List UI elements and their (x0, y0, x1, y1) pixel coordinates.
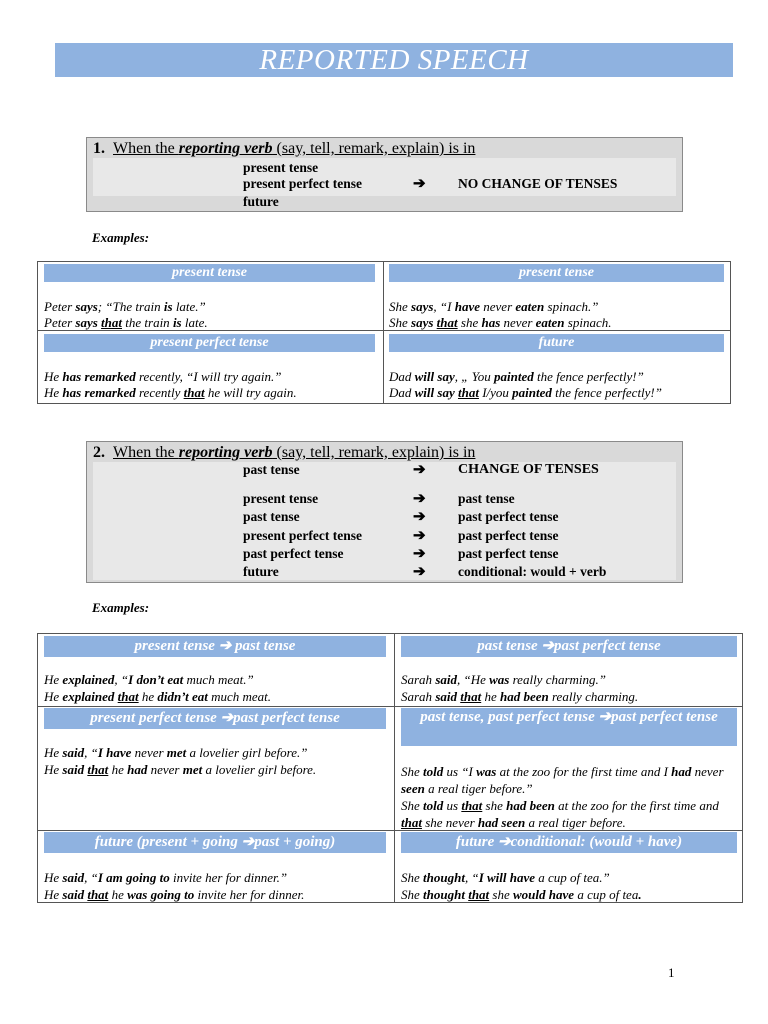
example-line: She says, “I have never eaten spinach.” (389, 299, 599, 314)
examples-table-2 (37, 633, 743, 903)
rule-1-box (86, 137, 683, 212)
arrow-icon: ➔ (413, 546, 426, 562)
band-future: future (389, 334, 724, 352)
example-line: She thought, “I will have a cup of tea.” (401, 870, 610, 885)
heading-verb: reporting verb (178, 140, 273, 157)
band-future-conditional: future ➔conditional: (would + have) (401, 832, 737, 853)
tense-present: present tense (243, 160, 319, 175)
band-present-perfect-tense: present perfect tense (44, 334, 375, 352)
rule-2-heading (93, 444, 475, 462)
example-line: Dad will say that I/you painted the fence perfectly!” (389, 385, 662, 400)
no-change-result: NO CHANGE OF TENSES (458, 176, 618, 191)
examples-label: Examples: (92, 600, 150, 615)
example-line: He said that he was going to invite her for dinner. (44, 887, 305, 902)
heading-text: (say, tell, remark, explain) is in (272, 140, 476, 157)
arrow-icon: ➔ (498, 834, 511, 850)
shift-from: present tense (243, 491, 319, 506)
band-present-tense: present tense (44, 264, 375, 282)
shift-to: past perfect tense (458, 528, 559, 543)
shift-to: conditional: would + verb (458, 564, 607, 579)
examples-label: Examples: (92, 230, 150, 245)
shift-to: past perfect tense (458, 509, 559, 524)
shift-to: past tense (458, 491, 515, 506)
examples-table-1 (37, 261, 731, 404)
arrow-icon: ➔ (413, 528, 426, 544)
example-line: He has remarked recently that he will try again. (44, 385, 297, 400)
example-paragraph: She told us “I was at the zoo for the first time and I had never seen a real tiger before.” (401, 764, 724, 796)
band-present-tense: present tense (389, 264, 724, 282)
rule-number: 2. (93, 444, 105, 461)
example-line: Sarah said, “He was really charming.” (401, 672, 607, 687)
arrow-icon: ➔ (218, 638, 232, 654)
example-line: She says that she has never eaten spinach. (389, 315, 612, 330)
example-line: He said that he had never met a lovelier girl before. (44, 762, 317, 777)
example-line: Peter says; “The train is late.” (44, 299, 206, 314)
arrow-icon: ➔ (541, 638, 555, 654)
tense-present-perfect: present perfect tense (243, 176, 362, 191)
example-line: He explained, “I don’t eat much meat.” (44, 672, 254, 687)
heading-text: (say, tell, remark, explain) is in (272, 444, 476, 461)
band-future-going: future (present + going ➔past + going) (44, 832, 386, 853)
example-line: He said, “I am going to invite her for dinner.” (44, 870, 288, 885)
shift-from: present perfect tense (243, 528, 362, 543)
band-present-perfect-to-past-perfect: present perfect tense ➔past perfect tense (44, 708, 386, 729)
heading-text: When the (113, 444, 179, 461)
page-title: REPORTED SPEECH (55, 43, 733, 77)
example-line: Sarah said that he had been really charming. (401, 689, 639, 704)
arrow-icon: ➔ (413, 564, 426, 580)
heading-verb: reporting verb (178, 444, 273, 461)
example-paragraph: She told us that she had been at the zoo for the first time and that she never had seen a real tiger before. (401, 798, 719, 830)
example-line: He explained that he didn’t eat much meat. (44, 689, 272, 704)
page-number: 1 (668, 965, 675, 980)
arrow-icon: ➔ (220, 710, 234, 726)
heading-text: When the (113, 140, 179, 157)
arrow-icon: ➔ (413, 509, 426, 525)
shift-from: past tense (243, 509, 300, 524)
band-past-perfect-to-past-perfect: past tense, past perfect tense ➔past perfect tense (401, 708, 737, 746)
shift-from: future (243, 564, 279, 579)
tense-past: past tense (243, 462, 300, 477)
arrow-icon: ➔ (413, 462, 426, 478)
example-line: He said, “I have never met a lovelier girl before.” (44, 745, 308, 760)
rule-2-box (86, 441, 683, 583)
arrow-icon: ➔ (241, 834, 255, 850)
shift-to: past perfect tense (458, 546, 559, 561)
example-line: Dad will say, „ You painted the fence perfectly!” (389, 369, 644, 384)
shift-from: past perfect tense (243, 546, 344, 561)
band-past-to-past-perfect: past tense ➔past perfect tense (401, 636, 737, 657)
example-line: She thought that she would have a cup of tea. (401, 887, 642, 902)
band-present-to-past: present tense ➔ past tense (44, 636, 386, 657)
example-line: Peter says that the train is late. (44, 315, 208, 330)
example-line: He has remarked recently, “I will try again.” (44, 369, 282, 384)
arrow-icon: ➔ (413, 176, 426, 192)
arrow-icon: ➔ (598, 709, 612, 725)
rule-1-heading (93, 140, 475, 158)
rule-number: 1. (93, 140, 105, 157)
arrow-icon: ➔ (413, 491, 426, 507)
change-result: CHANGE OF TENSES (458, 462, 599, 477)
tense-future: future (243, 194, 279, 209)
